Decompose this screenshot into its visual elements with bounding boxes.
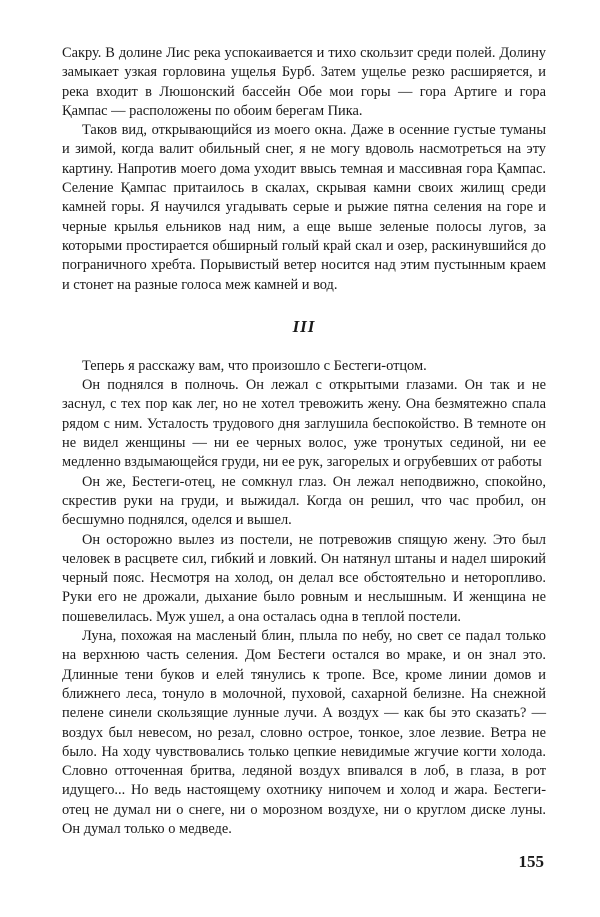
chapter-heading: III	[292, 316, 316, 336]
paragraph: Он же, Бестеги-отец, не сомкнул глаз. Он лежал неподвижно, спокойно, скрестив руки на груди, и выжидал. Когда он решил, что час пробил, он бесшумно поднялся, оделся и вышел.	[62, 473, 546, 529]
paragraph: Луна, похожая на масленый блин, плыла по небу, но свет се падал только на верхнюю часть селения. Дом Бестеги остался во мраке, и он знал это. Длинные тени буков и елей тянулись к тропе. Все, кроме линии домов и ближнего леса, тонуло в молочной, пуховой, сахарной белизне. На снежной пелене синели скользящие лунные лучи. А воздух — как бы это сказать? — воздух был невесом, но резал, словно острое, тонкое, злое лезвие. Ветра не было. На ходу чувствовались только цепкие невидимые жгучие когти холода. Словно отточенная бритва, ледяной воздух впивался в лоб, в глаза, в рот идущего... Но ведь настоящему охотнику нипочем и холод и жара. Бестеги-отец не думал ни о снеге, ни о морозном воздухе, ни о круглом диске луны. Он думал только о медведе.	[62, 628, 546, 837]
paragraph: Он поднялся в полночь. Он лежал с открытыми глазами. Он так и не заснул, с тех пор как лег, но не хотел тревожить жену. Она безмятежно спала рядом с ним. Усталость трудового дня заглушила беспокойство. В темноте он не видел женщины — ни ее черных волос, уже тронутых сединой, ни ее медленно вздымающейся груди, ни ее рук, загорелых и огрубевших от работы	[62, 377, 546, 471]
paragraph: Он осторожно вылез из постели, не потревожив спящую жену. Это был человек в расцвете сил, гибкий и ловкий. Он натянул штаны и надел широкий черный пояс. Несмотря на холод, он делал все обстоятельно и неторопливо. Руки его не дрожали, дыхание было ровным и неслышным. И женщина не пошевелилась. Муж ушел, а она осталась одна в теплой постели.	[62, 531, 546, 625]
page-number: 155	[518, 852, 544, 871]
paragraph: Таков вид, открывающийся из моего окна. Даже в осенние густые туманы и зимой, когда валит обильный снег, я не могу вдоволь насмотреться на эту картину. Напротив моего дома уходит ввысь темная и массивная гора Қампас. Селение Қампас притаилось в скалах, скрывая камни своих жилищ среди камней горы. Я научился угадывать серые и рыжие пятна селения на горе и черные крылья ельников над ним, а еще выше зеленые полосы лугов, за которыми простирается обширный голый край скал и озер, раскинувшийся до пограничного хребта. Порывистый ветер носится над этим пустынным краем и стонет на разные голоса меж камней и вод.	[62, 122, 546, 293]
page-body	[62, 44, 546, 839]
paragraph: Теперь я расскажу вам, что произошло с Бестеги-отцом.	[82, 357, 427, 374]
paragraph: Сакру. В долине Лис река успокаивается и тихо скользит среди полей. Долину замыкает узкая горловина ущелья Бурб. Затем ущелье резко расширяется, и река входит в Люшонский бассейн Обе мои горы — гора Артиге и гора Қампас — расположены по обоим берегам Пика.	[62, 45, 546, 119]
